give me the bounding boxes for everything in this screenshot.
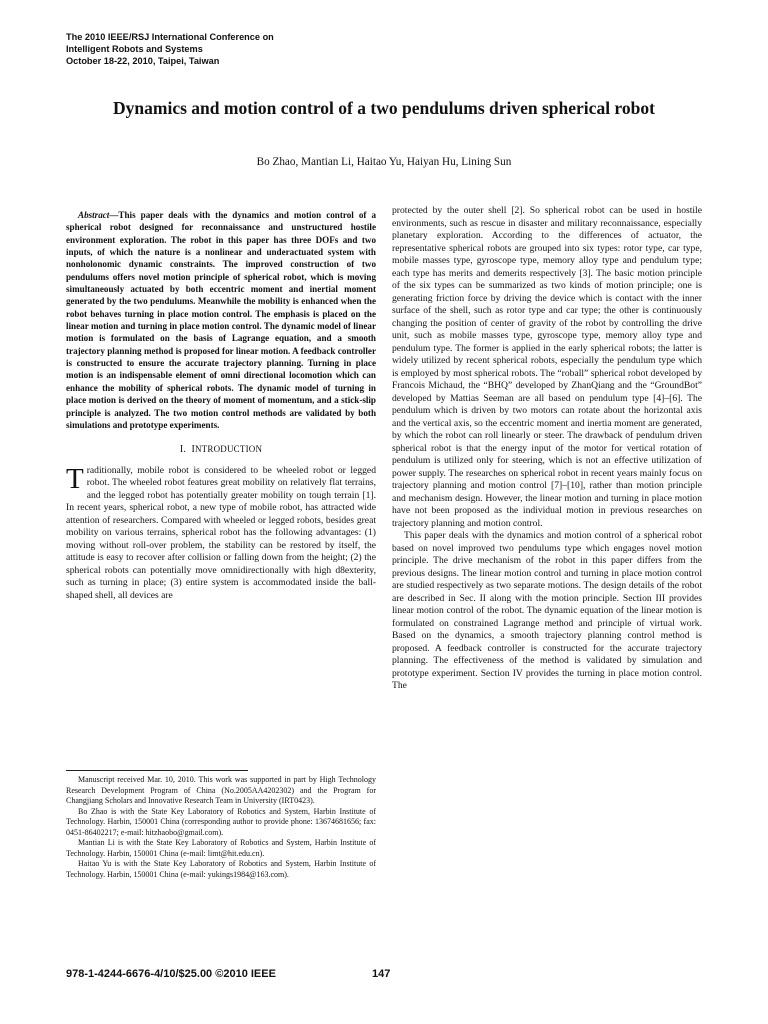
footnotes bbox=[66, 775, 376, 880]
section-heading-introduction bbox=[66, 443, 376, 457]
page-number: 147 bbox=[372, 968, 391, 980]
conference-line-1: The 2010 IEEE/RSJ International Conference on bbox=[66, 32, 274, 42]
intro-paragraph-1-text: raditionally, mobile robot is considered to be wheeled robot or legged robot. The wheeled robot features great mobility on relatively flat terrains, and the legged robot has potentially greater mobility on tough terrain [1]. In recent years, spherical robot, a new type of mobile robot, has attracted wide attention of researchers. Compared with wheeled or legged robots, besides great mobility on various terrains, spherical robot has the following advantages: (1) moving without roll-over problem, the stability can be restored by itself, the attitude is easy to recover after collision or falling down from the height; (2) the spherical robots can potentially move omnidirectionally with high d8exterity, such as turning in place; (3) entire system is accommodated inside the ball-shaped shell, all devices are bbox=[66, 464, 376, 601]
section-title-first: I bbox=[191, 444, 195, 456]
conference-line-3: October 18-22, 2010, Taipei, Taiwan bbox=[66, 56, 220, 66]
footnote-2: Bo Zhao is with the State Key Laboratory of Robotics and System, Harbin Institute of Technology. Harbin, 150001 China (corresponding author to provide phone: 13674681656; fax: 0451-86402217; e-mail: hitzhaobo@gmail.com). bbox=[66, 806, 376, 837]
intro-paragraph-1-continued: protected by the outer shell [2]. So spherical robot can be used in hostile environments, such as rescue in disaster and military reconnaissance, especially planetary exploration. According to the differences of actuator, the representative spherical robots are grouped into six types: rotor type, car type, mobile masses type, gyroscope type, memory alloy type and pendulum type; each type has merits and demerits respectively [3]. The basic motion principle of the six types can be summarized as two kinds of motion principle; one is generating friction force by driving the device which is contact with the inner surface of the shell, such as rotor type and car type; the other is continuously changing the position of center of gravity of the robot by controlling the drive unit, such as mobile masses type, gyroscope type, memory alloy type and pendulum type. The former is applied in the early spherical robots; the latter is widely utilized by recent spherical robots, especially the pendulum type which is employed by most spherical robots. The “roball” spherical robot developed by Francois Michaud, the “BHQ” developed by ZhanQiang and the “GroundBot” developed by Mattias Seeman are all based on pendulum type [4]–[6]. The pendulum which is driven by two motors can rotate about the horizontal axis and the vertical axis, so the eccentric moment and inertia moment are generated, by which the robot can roll linearly or steer. The drawback of pendulum driven spherical robot is that the energy input of the motor for vertical rotation of pendulum is utilized only for steering, which is not an effective utilization of power supply. The researches on spherical robot in recent years mainly focus on trajectory planning and motion control [7]–[10], rather than motion principle and mechanism design. However, the linear motion and turning in place motion have not been proposed as the individual motion in previous researches on trajectory planning and motion control. bbox=[392, 205, 702, 529]
footnote-rule bbox=[66, 770, 248, 771]
conference-line-2: Intelligent Robots and Systems bbox=[66, 44, 203, 54]
dropcap: T bbox=[66, 462, 84, 495]
left-column bbox=[66, 209, 376, 602]
abstract bbox=[66, 209, 376, 431]
footnote-4: Haitao Yu is with the State Key Laboratory of Robotics and System, Harbin Institute of Technology. Harbin, 150001 China (e-mail: yukings1984@163.com). bbox=[66, 859, 376, 879]
isbn-copyright: 978-1-4244-6676-4/10/$25.00 ©2010 IEEE bbox=[66, 968, 276, 980]
section-number: I. bbox=[179, 444, 187, 456]
right-column bbox=[392, 205, 702, 693]
conference-header bbox=[66, 31, 386, 67]
intro-paragraph-1 bbox=[66, 462, 376, 603]
footnote-1: Manuscript received Mar. 10, 2010. This work was supported in part by High Technology Research Development Program of China (No.2005AA4202302) and the Program for Changjiang Scholars and Innovative Research Team in University (IRT0423). bbox=[66, 775, 376, 805]
section-title-rest: NTRODUCTION bbox=[194, 444, 263, 455]
paper-title: Dynamics and motion control of a two pendulums driven spherical robot bbox=[113, 98, 655, 118]
paper-authors: Bo Zhao, Mantian Li, Haitao Yu, Haiyan Hu, Lining Sun bbox=[256, 156, 512, 168]
intro-paragraph-2: This paper deals with the dynamics and motion control of a spherical robot based on novel improved two pendulums type which engages novel motion principle. The drive mechanism of the robot in this paper differs from the previous designs. The linear motion control and turning in place motion control are studied respectively as two separate motions. The design details of the robot are described in Sec. II along with the motion principle. Section III provides linear motion control of the robot. The dynamic equation of the linear motion is formulated on constrained Lagrange method and principle of virtual work. Based on the dynamics, a smooth trajectory planning control method is proposed. A feedback controller is constructed for the accurate trajectory planning. The effectiveness of the method is validated by simulation and prototype experiment. Section IV provides the turning in place motion control. The bbox=[392, 530, 702, 691]
abstract-lead: Abstract bbox=[78, 210, 110, 220]
footnote-3: Mantian Li is with the State Key Laboratory of Robotics and System, Harbin Institute of Technology. Harbin, 150001 China (e-mail: limt@hit.edu.cn). bbox=[66, 838, 376, 858]
abstract-body: —This paper deals with the dynamics and motion control of a spherical robot designed for reconnaissance and unstructured hostile environment exploration. The robot in this paper has three DOFs and two inputs, of which the nature is a nonlinear and underactuated system with nonholonomic dynamic constraints. The improved construction of two pendulums offers novel motion principle of spherical robot, which is moving simultaneously actuated by both eccentric moment and inertial moment generated by the two pendulums. Meanwhile the mobility is enhanced when the robot behaves turning in place motion control. The emphasis is placed on the linear motion and turning in place motion control. The dynamic model of linear motion is formulated on the basis of Lagrange equation, and a smooth trajectory planning method is proposed for linear motion. A feedback controller is constructed to ensure the accurate trajectory planning. Turning in place motion is an indispensable element of omni directional locomotion which can enhance the mobility of spherical robots. The dynamic model of turning in place motion is derived on the theory of moment of momentum, and a stick-slip principle is analyzed. The two motion control methods are validated by both simulations and prototype experiments. bbox=[66, 210, 376, 430]
